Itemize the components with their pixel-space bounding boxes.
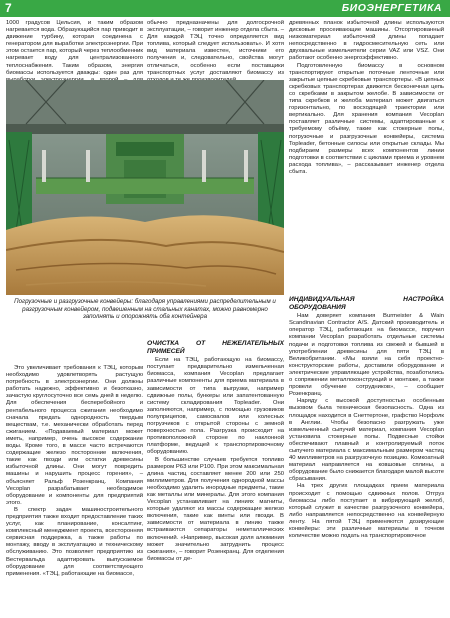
subheading: ОЧИСТКА ОТ НЕЖЕЛАТЕЛЬНЫХ ПРИМЕСЕЙ (147, 340, 284, 355)
paragraph: обычно предназначены для долгосрочной эксплуатации, – говорит инженер отдела сбыта. – Для каждой ТЭЦ точно определяется вид топлива, который следует использовать». И хотя вид материала известен, источники его получения и, следовательно, свойства могут отличаться, особенно если поставщики транспортных услуг доставляют биомассу из (147, 20, 284, 76)
column-1-bottom (6, 365, 143, 578)
photo-conveyor-hall (6, 80, 284, 295)
photo-illustration (6, 80, 284, 295)
paragraph: Нам доверяет компания Burmeister & Wain Scandinavian Contractor A/S. Датский производитель и оператор ТЭЦ, работающих на биомассе, поручил компании Vecoplan разработать отдельные системы подачи и подготовки топлива из свежей и бывшей в употреблении древесины для пяти ТЭЦ в Великобритании. «Мы взяли на себя проектно-конструкторские работы, доставили оборудование и электрические управляющие устройства, позаботились о сопряжении металлоконструкций и монтаже, а также провели обучение сотрудников», – сообщает Розенкранц. (289, 313, 444, 398)
column-3-bottom (289, 296, 444, 540)
photo-caption: Погрузочные и разгрузочные конвейеры: благодаря управлениями распределительным и разгрузочным конвейером, подвешенным на стальных канатах, можно равномерно заполнять и опорожнять оба контейнера (14, 298, 276, 321)
column-2-bottom (147, 340, 284, 563)
paragraph: Это увеличивает требования к ТЭЦ, которым необходимо удовлетворять растущую потребность в электроэнергии. Они должны работать надежно, эффективно и безотказно, зачастую круглосуточно все семь дней в неделю. Для обеспечения бесперебойного и рентабельного процесса сжигания необходимо сначала предать однородность твердым веществам, т.е. механически обработать перед сжиганием. «Подаваемый материал может иметь, например, очень высокое содержание воды. Кроме того, в массе часто встречаются содержащие железо посторонние включения, такие как гвозди или остатки древесины избыточной длины. Они могут повредить машины и нарушить процесс горения», – объясняет Ральф Розенкранц. Компания Vecoplan разрабатывает необходимое оборудование и компоненты для предприятий этого. (6, 365, 143, 506)
paragraph: 1000 градусов Цельсия, и таким образом нагревается вода. Образующийся пар приводит в движение турбину, которая соединена с генератором для выработки электроэнергии. При этом остается пар, который через теплообменник нагревает воду для централизованного теплоснабжения. Таким образом, энергия биомассы используется дважды: один раз для (6, 20, 143, 76)
section-title: БИОЭНЕРГЕТИКА (341, 2, 442, 14)
subheading: ИНДИВИДУАЛЬНАЯ НАСТРОЙКА ОБОРУДОВАНИЯ (289, 296, 444, 311)
paragraph: древянных планок избыточной длины используются дисковые просеивающие машины. Отсортированный низкоматериал избыточной длины попадает непосредственно в гидросмесительную сеть или двухвальные измельчители серии VAZ или VSZ. Они работают особенно энергоэффективно. (289, 20, 444, 62)
paragraph: Наряду с высокой доступностью особенным вызовом была техническая безопасность. Одна из площадок находится в Снеттертоне, графство Норфолк в Англии. Чтобы безопасно разгружать уже измельченный сыпучий материал, компания Vecoplan установила стокерные полы. Подвесные стойки обеспечивают плавный и контролируемый поток сыпучего материала с максимальным размером частиц 40 миллиметров на разгрузочную позицию. Комкоатный материал направляется на ковшовые сплины, а оборудование было снижается благодаря малой высоте сбрасывания. (289, 398, 444, 483)
column-3-top (289, 20, 444, 176)
paragraph: В спектр задач машиностроительного предприятия также входит предоставление таких услуг, как планирование, консалтинг, комплексный менеджмент проекта, всесторонняя сервисная поддержка, а также работы по монтажу, вводу в эксплуатацию и техническому обслуживанию. Это позволяет предприятию из Вестервальда адаптировать выпускаемое оборудование для соответствующего применения. «ТЭЦ, работающие на биомассе, (6, 506, 143, 577)
column-2-top (147, 20, 284, 84)
paragraph: В большинстве случаев требуется топливо размером P63 или P100. При этом максимальная длина частиц составляет менее 200 или 250 миллиметров. Для получения однородной массы необходимо удалить инородные предметы, такие как металлы или минералы. Для этого компания Vecoplan устанавливает на линиях магниты, которые удаляют из массы содержащие железо включения, такие как винты или гвозди. В зависимости от материала в линию также встраиваются сепараторы неметаллических включений. «Например, высокая доля алюминия может значительно затруднить процесс сжигания», – говорит Розенкранц. Для отделения биомассы от де- (147, 456, 284, 562)
page-header (0, 0, 450, 17)
paragraph: Если на ТЭЦ, работающую на биомассу, поступает предварительно измельченная биомасса, компания Vecoplan предлагает различные компоненты для приема материала в зависимости от типа выгрузки, например сдвижные полы, бункеры или запатентованную систему складирования Topleader. Они заполняются, например, с помощью грузовиков полуприцепов, самосвалов или колесных погрузчиков с открытой стороны с земной поверхностью пола. Разгрузка происходит на противоположной стороне по наклонной платформе, ведущей к транспортировочному оборудованию. (147, 357, 284, 456)
paragraph: Подготовленную биомассу в основном транспортируют открытые поточные ленточные или закрытые цепные скребковые транспортеры. «В цепных скребковых транспортерах движется бесконечная цепь со скребками в закрытом желобе. В зависимости от типа скребков и желоба материал может двигаться горизонтально, по восходящей траектории или вертикально. Для хранения компания Vecoplan поставляет различные системы, адаптированные к требуемому объёму, такие как стокерные полы, погрузочные и разгрузочные конвейеры, система Topleader, бетонные силосы или открытые склады. Мы подбираем размеры всех компонентов линии подготовки в соответствии с циклами приема и уровнем расхода топлива», – рассказывает инженер отдела сбыта. (289, 62, 444, 175)
paragraph: На трех других площадках прием материала происходит с помощью сдвижных полов. Отгруз биомассы либо поступает в вибрирующий желоб, который служит в качестве разгрузочного конвейера, либо направляется непосредственно на конвейерную ленту. На пятой ТЭЦ применяются дозирующие конвейеры: эти различные материалы в точном количестве можно подать на транспортировочное (289, 483, 444, 540)
page-number: 7 (5, 1, 12, 15)
